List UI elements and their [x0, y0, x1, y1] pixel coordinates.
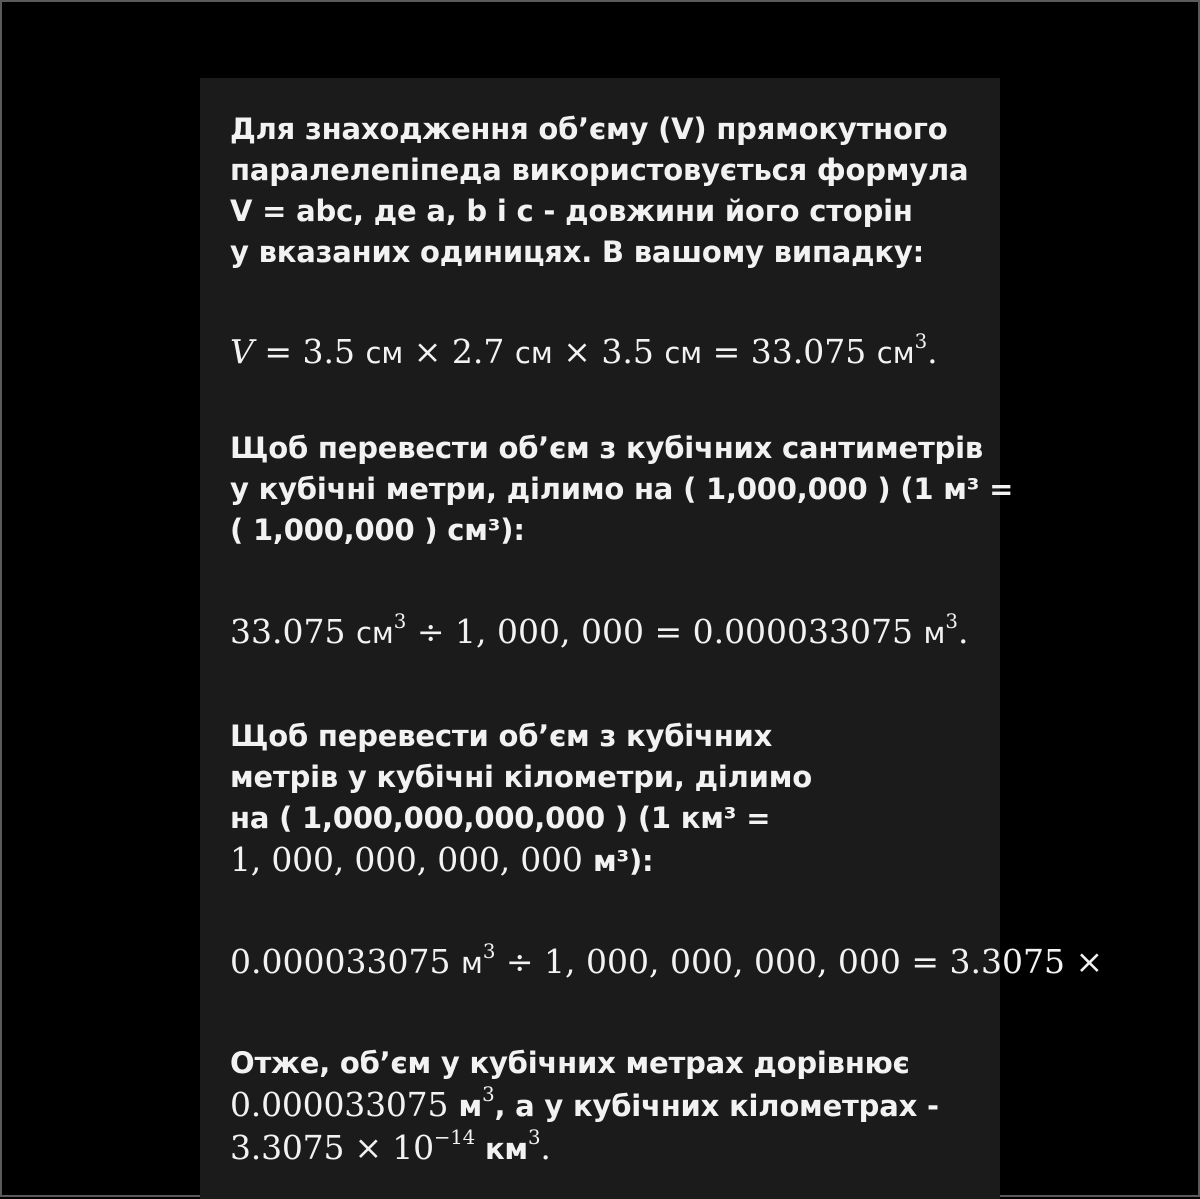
answer-panel — [200, 78, 1104, 1199]
intro-line: Для знаходження об’єму (V) прямокутного — [230, 112, 948, 146]
inline-math: 1, 000, 000, 000, 000 — [230, 840, 593, 879]
math-part: 3.3075 × 10 — [230, 1128, 434, 1167]
m-to-km-formula — [230, 942, 1103, 983]
formula-part: × 3.5 — [552, 332, 665, 371]
unit-cm: см — [355, 616, 394, 650]
inline-math: 0.000033075 — [230, 1085, 459, 1124]
intro-paragraph — [230, 109, 968, 273]
unit-m: м — [923, 616, 946, 650]
unit-km: км — [475, 1132, 528, 1166]
formula-part: . — [958, 612, 969, 651]
exponent: −14 — [433, 1126, 476, 1150]
formula-part: ÷ 1, 000, 000, 000, 000 = 3.3075 — [495, 942, 1076, 981]
exponent: 3 — [914, 330, 928, 354]
inline-text: м³): — [592, 844, 654, 878]
intro-line: V = abc, де a, b і c - довжини його сторін — [230, 194, 913, 228]
exponent: 3 — [945, 610, 958, 634]
formula-part: 33.075 — [230, 612, 356, 651]
unit-cm: см — [664, 336, 703, 370]
paragraph-line: на ( 1,000,000,000,000 ) (1 км³ = — [230, 801, 771, 835]
cm-to-m-paragraph — [230, 428, 1013, 551]
intro-line: у вказаних одиницях. В вашому випадку: — [230, 235, 924, 269]
formula-part: = 33.075 — [702, 332, 877, 371]
exponent: 3 — [482, 940, 496, 964]
paragraph-line — [230, 1084, 939, 1127]
paragraph-line: Щоб перевести об’єм з кубічних — [230, 719, 773, 753]
inline-math — [230, 1128, 551, 1167]
unit-cm: см — [876, 336, 915, 370]
exponent: 3 — [393, 610, 407, 634]
unit-m: м — [460, 946, 483, 980]
paragraph-line: метрів у кубічні кілометри, ділимо — [230, 760, 812, 794]
paragraph-line: Отже, об’єм у кубічних метрах дорівнює — [230, 1046, 910, 1080]
exponent: 3 — [482, 1083, 495, 1107]
unit-m: м — [458, 1089, 483, 1123]
m-to-km-paragraph — [230, 716, 812, 882]
inline-text: , а у кубічних кілометрах - — [494, 1089, 939, 1123]
formula-part-clipped: × — [1075, 942, 1104, 981]
paragraph-line: Щоб перевести об’єм з кубічних сантиметрів — [230, 431, 984, 465]
exponent: 3 — [527, 1126, 541, 1150]
volume-variable: V — [230, 332, 254, 371]
formula-part: ÷ 1, 000, 000 = 0.000033075 — [406, 612, 924, 651]
formula-part: . — [927, 332, 938, 371]
formula-part: 0.000033075 — [230, 942, 461, 981]
volume-formula — [230, 332, 938, 373]
conclusion-paragraph — [230, 1043, 939, 1170]
unit-cm: см — [514, 336, 553, 370]
paragraph-line — [230, 839, 812, 882]
cm-to-m-formula — [230, 612, 969, 653]
intro-line: паралелепіпеда використовується формула — [230, 153, 969, 187]
unit-cm: см — [365, 336, 404, 370]
paragraph-line: ( 1,000,000 ) см³): — [230, 513, 525, 547]
paragraph-line — [230, 1127, 939, 1170]
paragraph-line: у кубічні метри, ділимо на ( 1,000,000 ) (1 м³ = — [230, 472, 1014, 506]
formula-part: = 3.5 — [253, 332, 366, 371]
formula-part: × 2.7 — [403, 332, 515, 371]
math-part: . — [540, 1128, 551, 1167]
